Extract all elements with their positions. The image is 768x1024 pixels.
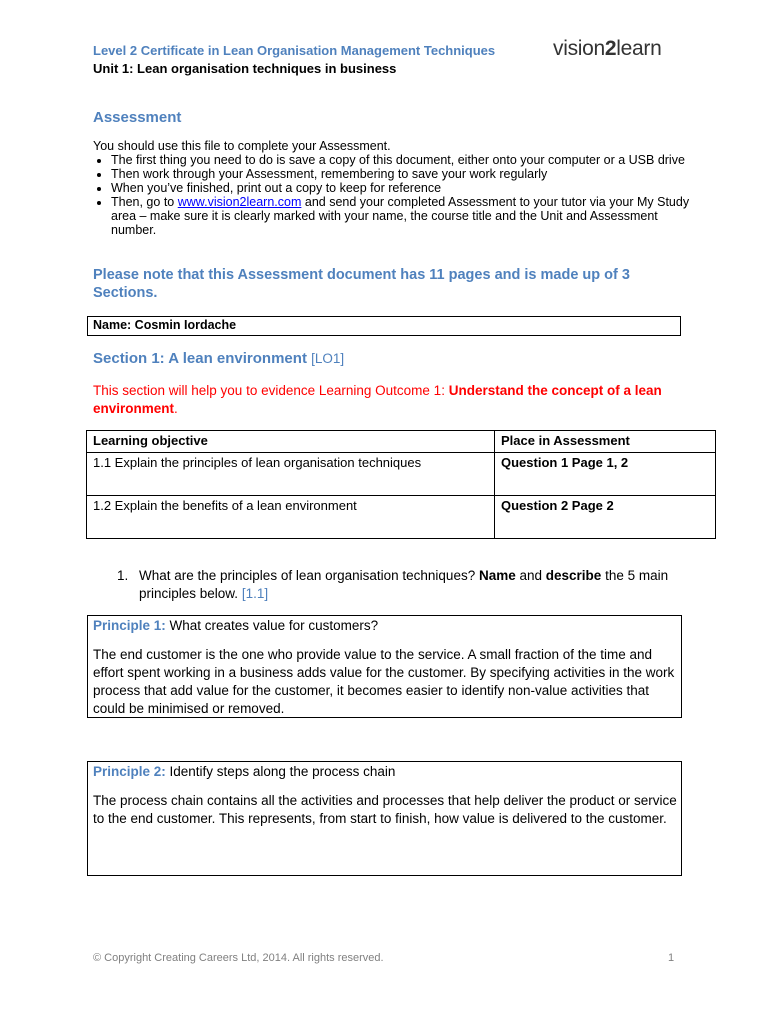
header-place-in-assessment: Place in Assessment	[495, 431, 716, 453]
header-unit-title: Unit 1: Lean organisation techniques in business	[93, 61, 397, 76]
instruction-list	[93, 153, 693, 237]
header-learning-objective: Learning objective	[87, 431, 495, 453]
principle-label: Principle 1:	[93, 618, 166, 633]
section-1-title: Section 1: A lean environment	[93, 350, 312, 367]
assessment-heading: Assessment	[93, 109, 182, 126]
vision2learn-logo	[553, 37, 661, 61]
principle-title: What creates value for customers?	[165, 618, 379, 633]
question-text-c: the 5 main principles below.	[139, 568, 669, 601]
question-bold-name: Name	[478, 568, 516, 583]
question-text-b: and	[515, 568, 546, 583]
header-course-title: Level 2 Certificate in Lean Organisation Management Techniques	[93, 43, 496, 58]
question-bold-describe: describe	[545, 568, 602, 583]
place-cell: Question 2 Page 2	[495, 496, 716, 539]
logo-text-learn: learn	[616, 37, 662, 60]
learning-outcome-text: Understand the concept of a lean environment	[93, 383, 662, 416]
place-cell: Question 1 Page 1, 2	[495, 453, 716, 496]
question-text-a: What are the principles of lean organisation techniques?	[139, 568, 479, 583]
section-1-intro	[93, 382, 683, 418]
principle-label: Principle 2:	[93, 764, 166, 779]
principle-1-answer: The end customer is the one who provide value to the service. A small fraction of the time and effort spent working in a business adds value for the customer. By specifying activities in the work process that add value for the customer, it becomes easier to identify non-value activities that could be minimised or removed.	[93, 647, 675, 716]
instruction-item	[111, 195, 693, 237]
principle-title: Identify steps along the process chain	[165, 764, 396, 779]
table-header-row	[87, 431, 716, 453]
page-number: 1	[668, 952, 675, 964]
objective-cell: 1.1 Explain the principles of lean organisation techniques	[87, 453, 495, 496]
section-intro-end: .	[174, 401, 178, 416]
name-value: Name: Cosmin Iordache	[93, 318, 237, 332]
question-text	[139, 567, 687, 603]
instruction-item: • Then work through your Assessment, remembering to save your work regularly	[111, 167, 693, 181]
question-number: 1.	[117, 568, 129, 583]
instruction-item: • When you’ve finished, print out a copy to keep for reference	[111, 181, 693, 195]
learning-objectives-table	[86, 430, 716, 539]
table-row	[87, 453, 716, 496]
instruction-text: and send your completed Assessment to your tutor via your My Study area – make sure it is clearly marked with your name, the course title and the Unit and Assessment number.	[111, 195, 690, 237]
assessment-instructions	[93, 139, 693, 237]
footer-copyright: © Copyright Creating Careers Ltd, 2014. All rights reserved.	[93, 952, 384, 964]
principle-2-heading	[93, 763, 395, 781]
logo-text-vision: vision	[553, 37, 605, 60]
instruction-text: Then, go to	[111, 195, 178, 209]
logo-text-2: 2	[604, 37, 617, 60]
intro-text: You should use this file to complete your Assessment.	[93, 139, 391, 153]
section-intro-text: This section will help you to evidence Learning Outcome 1:	[93, 383, 449, 398]
section-1-heading	[93, 350, 344, 367]
section-1-lo-ref: [LO1]	[311, 351, 345, 366]
vision2learn-link[interactable]: www.vision2learn.com	[177, 195, 302, 209]
table-row	[87, 496, 716, 539]
principle-2-box[interactable]	[87, 761, 682, 876]
principle-2-answer: The process chain contains all the activities and processes that help deliver the product or service to the end customer. This represents, from start to finish, how value is delivered to the customer.	[93, 793, 677, 826]
objective-cell: 1.2 Explain the benefits of a lean environment	[87, 496, 495, 539]
instruction-item: • The first thing you need to do is save a copy of this document, either onto your computer or a USB drive	[111, 153, 693, 167]
question-ref: [1.1]	[241, 586, 269, 601]
name-field[interactable]	[87, 316, 681, 336]
question-1	[117, 567, 687, 603]
principle-1-heading	[93, 617, 378, 635]
page-count-note: Please note that this Assessment document has 11 pages and is made up of 3 Sections.	[93, 267, 630, 301]
principle-1-box[interactable]	[87, 615, 682, 718]
